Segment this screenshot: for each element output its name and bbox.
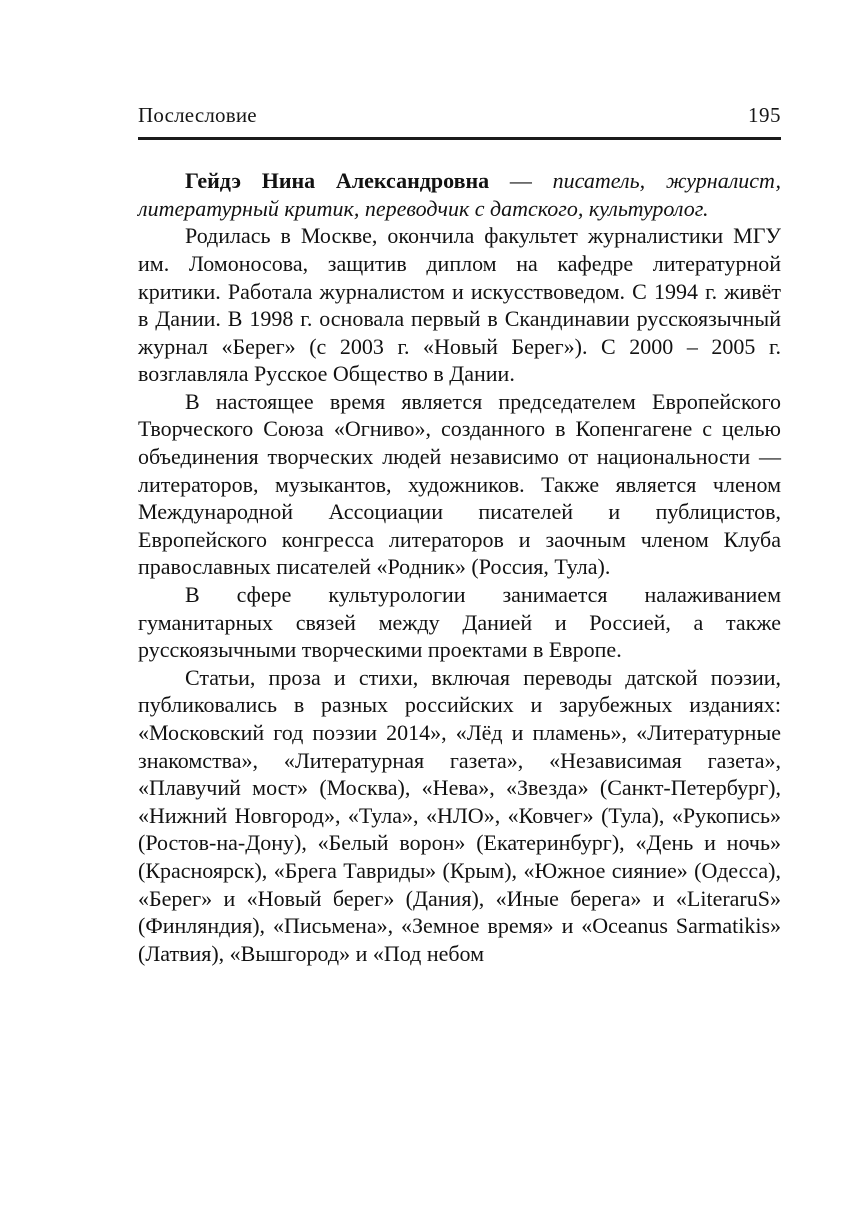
dash-separator: — — [489, 168, 553, 194]
header-rule — [138, 137, 781, 140]
page-header — [138, 103, 781, 127]
page-number: 195 — [748, 103, 781, 127]
person-name: Гейдэ Нина Александровна — [185, 168, 490, 194]
running-title: Послесловие — [138, 103, 257, 127]
bio-paragraph-culturology: В сфере культурологии занимается налаживанием гуманитарных связей между Данией и Россией, а также русскоязычными творческими проектами в Европе. — [138, 582, 781, 663]
intro-paragraph — [138, 167, 781, 222]
bio-paragraph-memberships: В настоящее время является председателем Европейского Творческого Союза «Огниво», созданного в Копенгагене с целью объединения творческих людей независимо от национальности — литераторов, музыкантов, художников. Также является членом Международной Ассоциации писателей и публицистов, Европейского конгресса литераторов и заочным членом Клуба православных писателей «Родник» (Россия, Тула). — [138, 388, 781, 580]
person-roles: писатель, журналист, литературный критик, переводчик с датского, культуролог. — [138, 168, 781, 221]
bio-paragraph-publications: Статьи, проза и стихи, включая переводы датской поэзии, публиковались в разных российских и зарубежных изданиях: «Московский год поэзии 2014», «Лёд и пламень», «Литературные знакомства», «Литературная газета», «Независимая газета», «Плавучий мост» (Москва), «Нева», «Звезда» (Санкт-Петербург), «Нижний Новгород», «Тула», «НЛО», «Ковчег» (Тула), «Рукопись» (Ростов-на-Дону), «Белый ворон» (Екатеринбург), «День и ночь» (Красноярск), «Брега Тавриды» (Крым), «Южное сияние» (Одесса), «Берег» и «Новый берег» (Дания), «Иные берега» и «LiteraruS» (Финляндия), «Письмена», «Земное время» и «Oceanus Sarmatikis» (Латвия), «Вышгород» и «Под небом — [138, 664, 781, 966]
bio-paragraph-birth: Родилась в Москве, окончила факультет журналистики МГУ им. Ломоносова, защитив диплом на кафедре литературной критики. Работала журналистом и искусствоведом. С 1994 г. живёт в Дании. В 1998 г. основала первый в Скандинавии русскоязычный журнал «Берег» (с 2003 г. «Новый Берег»). С 2000 – 2005 г. возглавляла Русское Общество в Дании. — [138, 223, 781, 387]
page-body — [138, 167, 781, 967]
